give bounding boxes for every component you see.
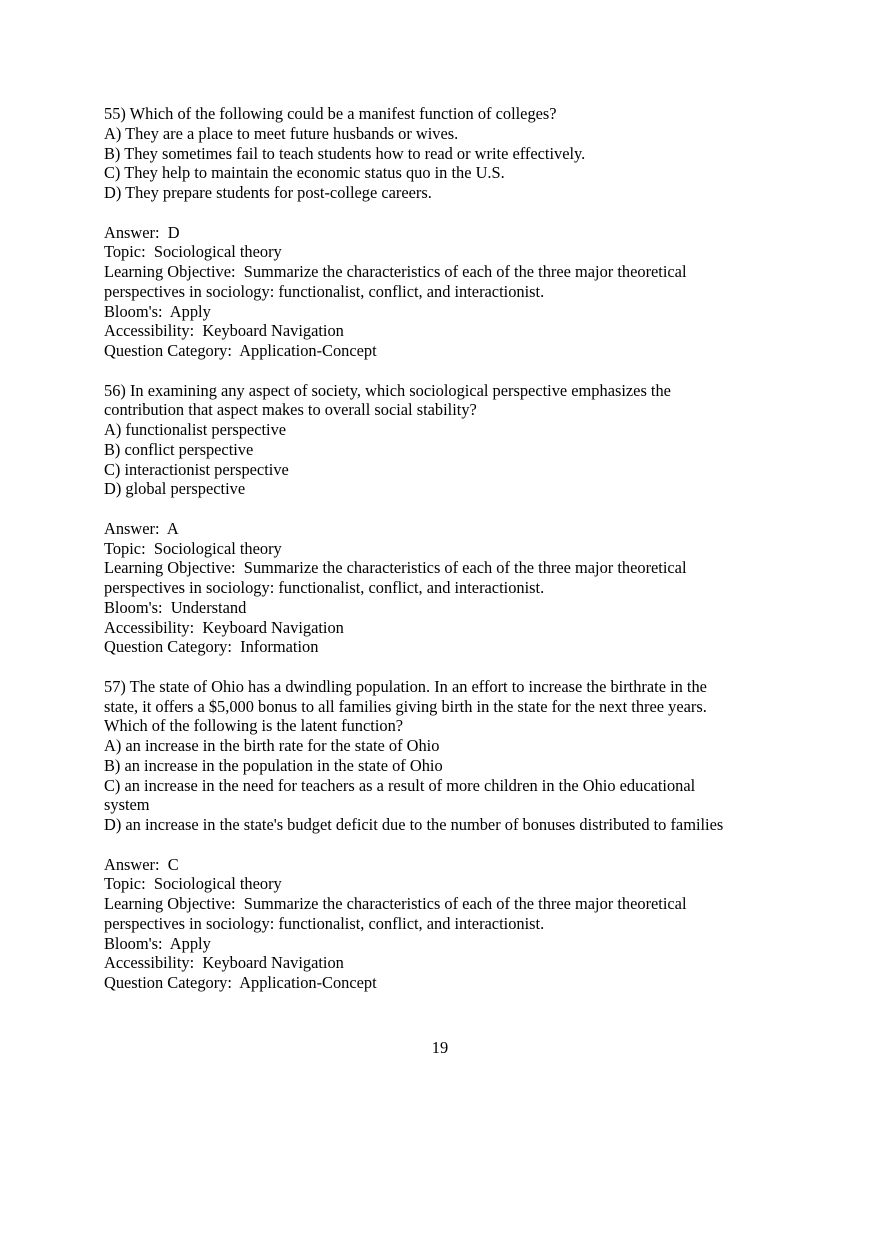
answer-option: C) an increase in the need for teachers as a result of more children in the Ohio educational [104, 775, 696, 795]
metadata-line: Question Category: Information [104, 637, 319, 657]
metadata-line: Learning Objective: Summarize the characteristics of each of the three major theoretical [104, 894, 687, 913]
page-number: 19 [431, 1038, 449, 1057]
question-3 [104, 677, 804, 835]
answer-option: C) interactionist perspective [104, 459, 289, 479]
answer-option: A) an increase in the birth rate for the state of Ohio [104, 736, 440, 755]
question-stem-line: state, it offers a $5,000 bonus to all families giving birth in the state for the next three years. [104, 696, 707, 716]
answer-option: A) They are a place to meet future husbands or wives. [104, 123, 459, 143]
metadata-line: Learning Objective: Summarize the characteristics of each of the three major theoretical [104, 262, 687, 281]
metadata-line: Question Category: Application-Concept [104, 973, 377, 992]
metadata-line: Bloom's: Apply [104, 933, 211, 953]
metadata-line: perspectives in sociology: functionalist, conflict, and interactionist. [104, 913, 545, 933]
answer-option: D) They prepare students for post-college careers. [104, 183, 432, 202]
metadata-line: Bloom's: Apply [104, 301, 211, 321]
answer-option: B) They sometimes fail to teach students how to read or write effectively. [104, 143, 586, 163]
metadata-line: Topic: Sociological theory [104, 538, 282, 558]
question-3-metadata [104, 855, 804, 993]
answer-option: B) an increase in the population in the state of Ohio [104, 755, 443, 775]
metadata-line: Topic: Sociological theory [104, 874, 282, 894]
answer-option: system [104, 795, 150, 815]
answer-option: A) functionalist perspective [104, 420, 287, 439]
metadata-line: Answer: C [104, 854, 179, 874]
metadata-line: Accessibility: Keyboard Navigation [104, 953, 344, 973]
question-2-metadata [104, 519, 804, 657]
metadata-line: perspectives in sociology: functionalist, conflict, and interactionist. [104, 281, 545, 301]
question-stem-line: 56) In examining any aspect of society, which sociological perspective emphasizes the [104, 380, 671, 400]
metadata-line: Answer: D [104, 222, 180, 242]
question-2 [104, 381, 804, 500]
metadata-line: Answer: A [104, 518, 179, 538]
metadata-line: Topic: Sociological theory [104, 242, 282, 262]
answer-option: C) They help to maintain the economic status quo in the U.S. [104, 163, 505, 183]
question-stem-line: 55) Which of the following could be a manifest function of colleges? [104, 104, 557, 123]
metadata-line: perspectives in sociology: functionalist, conflict, and interactionist. [104, 578, 545, 597]
answer-option: B) conflict perspective [104, 439, 254, 459]
metadata-line: Question Category: Application-Concept [104, 341, 377, 360]
metadata-line: Accessibility: Keyboard Navigation [104, 321, 344, 341]
metadata-line: Accessibility: Keyboard Navigation [104, 617, 344, 637]
metadata-line: Bloom's: Understand [104, 597, 247, 617]
question-stem-line: Which of the following is the latent function? [104, 716, 404, 736]
question-1-metadata [104, 223, 804, 361]
answer-option: D) global perspective [104, 479, 246, 499]
answer-option: D) an increase in the state's budget deficit due to the number of bonuses distributed to families [104, 815, 724, 834]
metadata-line: Learning Objective: Summarize the characteristics of each of the three major theoretical [104, 558, 687, 578]
question-stem-line: 57) The state of Ohio has a dwindling population. In an effort to increase the birthrate in the [104, 676, 707, 696]
document-page [104, 104, 804, 1013]
question-1 [104, 104, 804, 203]
question-stem-line: contribution that aspect makes to overall social stability? [104, 400, 477, 420]
